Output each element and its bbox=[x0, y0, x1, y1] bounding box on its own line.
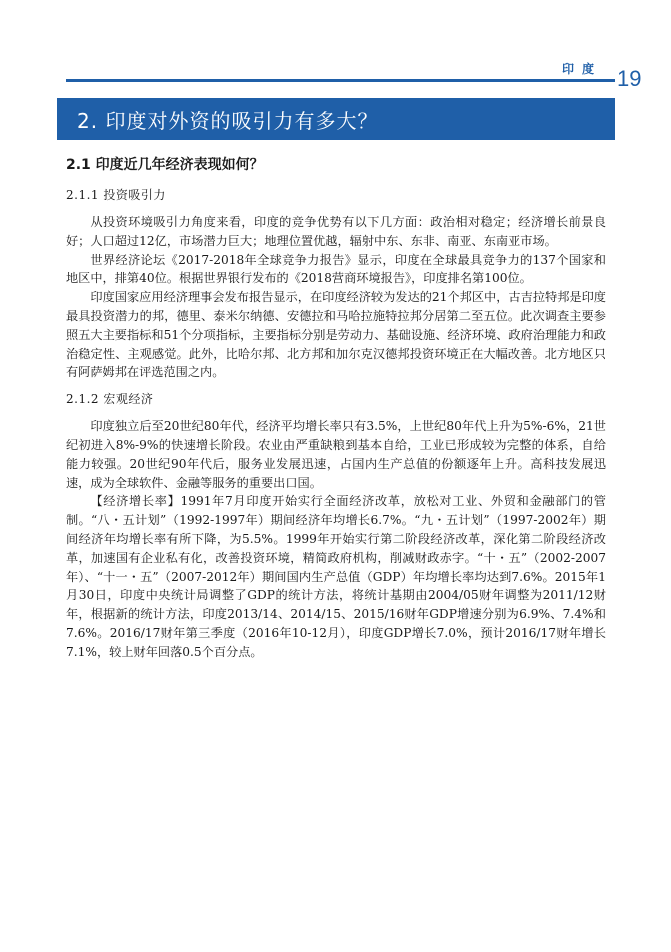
page-number: 19 bbox=[617, 66, 642, 91]
page-content bbox=[66, 154, 606, 662]
chapter-banner bbox=[57, 98, 615, 140]
paragraph: 【经济增长率】1991年7月印度开始实行全面经济改革，放松对工业、外贸和金融部门的管制。“八・五计划”（1992-1997年）期间经济年均增长6.7%。“九・五计划”（1997-2002年）期间经济年均增长率有所下降，为5.5%。1999年开始实行第二阶段经济改革，深化第二阶段经济改革，加速国有企业私有化，改善投资环境，精简政府机构，削减财政赤字。“十・五”（2002-2007年）、“十一・五”（2007-2012年）期间国内生产总值（GDP）年均增长率均达到7.6%。2015年1月30日，印度中央统计局调整了GDP的统计方法，将统计基期由2004/05财年调整为2011/12财年，根据新的统计方法，印度2013/14、2014/15、2015/16财年GDP增速分别为6.9%、7.4%和7.6%。2016/17财年第三季度（2016年10-12月），印度GDP增长7.0%，预计2016/17财年增长7.1%，较上财年回落0.5个百分点。 bbox=[66, 494, 606, 659]
subsection-investment-attraction bbox=[66, 186, 606, 382]
header-rule bbox=[66, 79, 615, 82]
section-heading: 2.1 印度近几年经济表现如何？ bbox=[66, 157, 264, 173]
paragraph: 印度独立后至20世纪80年代，经济平均增长率只有3.5%，上世纪80年代上升为5%-6%，21世纪初进入8%-9%的快速增长阶段。农业由严重缺粮到基本自给，工业已形成较为完整的体系，自给能力较强。20世纪90年代后，服务业发展迅速，占国内生产总值的份额逐年上升。高科技发展迅速，成为全球软件、金融等服务的重要出口国。 bbox=[66, 419, 606, 490]
paragraph: 从投资环境吸引力角度来看，印度的竞争优势有以下几方面：政治相对稳定；经济增长前景良好；人口超过12亿，市场潜力巨大；地理位置优越，辐射中东、东非、南亚、东南亚市场。 bbox=[66, 215, 606, 248]
subsection-heading: 2.1.1 投资吸引力 bbox=[66, 188, 166, 202]
chapter-title: 2. 印度对外资的吸引力有多大？ bbox=[77, 109, 379, 133]
subsection-macro-economy bbox=[66, 390, 606, 661]
paragraph: 印度国家应用经济理事会发布报告显示，在印度经济较为发达的21个邦区中，古吉拉特邦是印度最具投资潜力的邦，德里、泰米尔纳德、安德拉和马哈拉施特拉邦分居第二至五位。此次调查主要参照五大主要指标和51个分项指标，主要指标分别是劳动力、基础设施、经济环境、政府治理能力和政治稳定性、主观感觉。此外，比哈尔邦、北方邦和加尔克汉德邦投资环境正在大幅改善。北方地区只有阿萨姆邦在评选范围之内。 bbox=[66, 290, 606, 380]
paragraph: 世界经济论坛《2017-2018年全球竞争力报告》显示，印度在全球最具竞争力的137个国家和地区中，排第40位。根据世界银行发布的《2018营商环境报告》，印度排名第100位。 bbox=[66, 252, 606, 286]
subsection-heading: 2.1.2 宏观经济 bbox=[66, 392, 154, 407]
running-head: 印度 bbox=[562, 62, 603, 76]
